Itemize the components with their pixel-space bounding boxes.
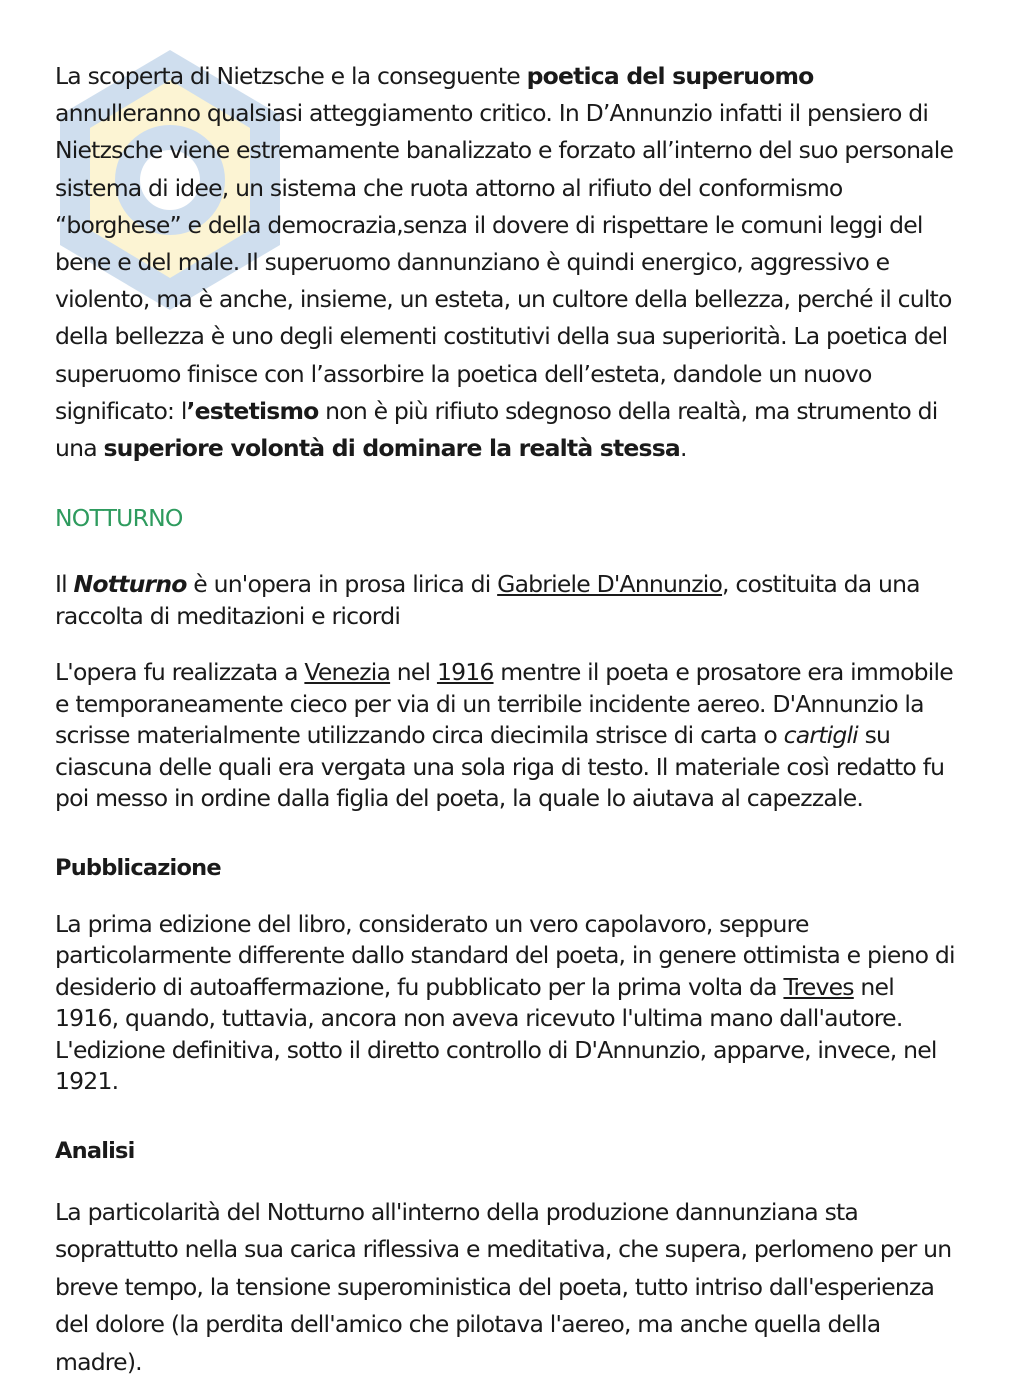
author-link[interactable]: Gabriele D'Annunzio: [497, 570, 723, 599]
text-span: L'opera fu realizzata a: [55, 658, 305, 687]
text-span: mentre il poeta e prosatore era immobile e temporaneamente cieco per via di un terribile incidente aereo. D'Annunzio la scrisse materialmente utilizzando circa diecimila strisce di carta o: [55, 658, 953, 750]
year-1916-link[interactable]: 1916: [436, 658, 494, 687]
analisi-heading: Analisi: [55, 1137, 135, 1164]
bold-term: poetica del superuomo: [526, 62, 814, 90]
pubblicazione-paragraph: [55, 909, 960, 1098]
treves-link[interactable]: Treves: [783, 972, 854, 1001]
text-span: nel: [390, 658, 437, 687]
text-span: nel 1916, quando, tuttavia, ancora non aveva ricevuto l'ultima mano dall'autore. L'edizione definitiva, sotto il diretto controllo di D'Annunzio, apparve, invece, nel 1921.: [55, 972, 937, 1096]
text-span: su ciascuna delle quali era vergata una sola riga di testo. Il materiale così redatto fu poi messo in ordine dalla figlia del poeta, la quale lo aiutava al capezzale.: [55, 721, 945, 813]
text-span: è un'opera in prosa lirica di: [186, 570, 498, 599]
notturno-intro-paragraph: [55, 569, 960, 632]
text-span: , costituita da una raccolta di meditazioni e ricordi: [55, 570, 920, 630]
analisi-paragraph: La particolarità del Notturno all'interno della produzione dannunziana sta soprattutto nella sua carica riflessiva e meditativa, che supera, perlomeno per un breve tempo, la tensione superoministica del poeta, tutto intriso dall'esperienza del dolore (la perdita dell'amico che pilotava l'aereo, ma anche quella della madre).: [55, 1197, 952, 1376]
text-span: La prima edizione del libro, considerato un vero capolavoro, seppure particolarmente differente dallo standard del poeta, in genere ottimista e pieno di desiderio di autoaffermazione, fu pubblicato per la prima volta da: [55, 909, 955, 1001]
pubblicazione-heading: Pubblicazione: [55, 854, 221, 881]
bold-term: ’estetismo: [186, 396, 319, 425]
work-title: Notturno: [73, 570, 187, 599]
venezia-link[interactable]: Venezia: [304, 658, 391, 687]
italic-term: cartigli: [783, 721, 858, 750]
document-body: [55, 58, 960, 1381]
intro-paragraph: [55, 58, 960, 467]
text-span: non è più rifiuto sdegnoso della realtà, ma strumento di una: [55, 396, 938, 463]
text-span: .: [679, 434, 687, 463]
text-span: annulleranno qualsiasi atteggiamento critico. In D’Annunzio infatti il pensiero di Nietzsche viene estremamente banalizzato e forzato all’interno del suo personale sistema di idee, un sistema che ruota attorno al rifiuto del conformismo “borghese” e della democrazia,senza il dovere di rispettare le comuni leggi del bene e del male. Il superuomo dannunziano è quindi energico, aggressivo e violento, ma è anche, insieme, un esteta, un cultore della bellezza, perché il culto della bellezza è uno degli elementi costitutivi della sua superiorità. La poetica del superuomo finisce con l’assorbire la poetica dell’esteta, dandole un nuovo significato: l: [55, 99, 954, 425]
opera-paragraph: [55, 657, 960, 815]
bold-term: superiore volontà di dominare la realtà stessa: [103, 434, 680, 463]
text-span: Il: [55, 570, 74, 599]
notturno-heading: NOTTURNO: [55, 504, 183, 533]
text-span: La scoperta di Nietzsche e la conseguente: [55, 62, 527, 90]
